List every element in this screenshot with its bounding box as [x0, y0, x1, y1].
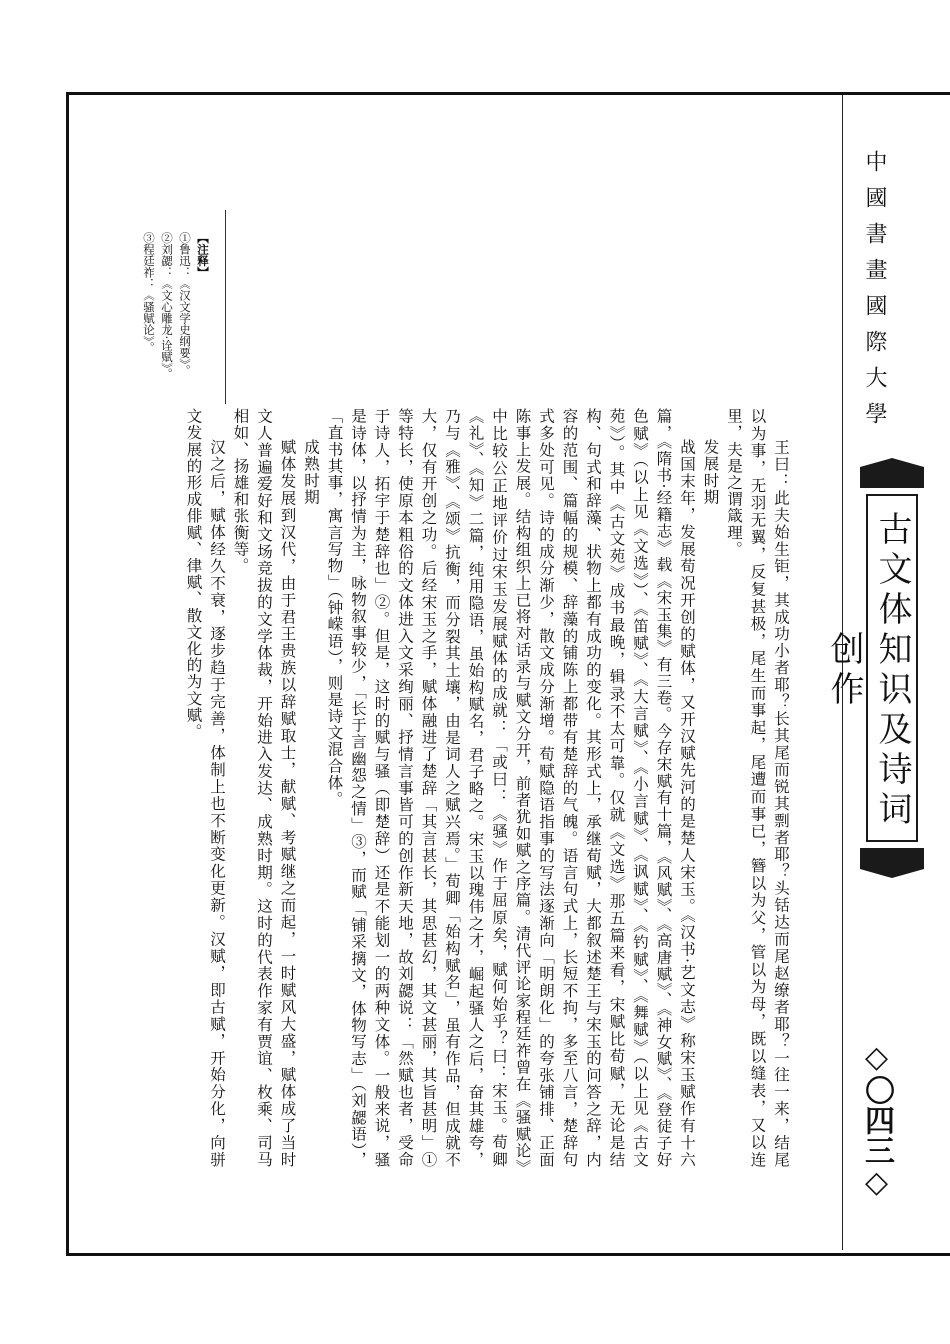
main-text	[184, 408, 792, 1168]
footnotes-title: 【注释】	[196, 232, 210, 278]
book-title-cartouche	[824, 458, 932, 878]
paragraph-quote: 王曰：此夫始生钜，其成功小者耶？长其尾而锐其剽者耶？头铦达而尾赵缭者耶？一往一来，结尾以为事，无羽无翼，反复甚极，尾生而事起，尾遭而事已，簪以为父，管以为母，既以缝表，又以连里，夫是之谓箴理。	[725, 408, 790, 1168]
footnote-item: ③程廷祚：《骚赋论》。	[142, 232, 156, 353]
book-title: 古文体知识及诗词创作	[824, 511, 912, 831]
footnote-item: ①鲁迅：《汉文学史纲要》。	[178, 232, 192, 376]
footnotes	[128, 232, 212, 532]
notes-divider	[225, 210, 226, 404]
footnote-item: ②刘勰：《文心雕龙·诠赋》。	[160, 232, 174, 380]
page-number: ◇〇四三◇	[859, 1040, 894, 1200]
paragraph-maturity: 赋体发展到汉代，由于君王贵族以辞赋取士，献赋、考赋继之而起，一时赋风大盛，赋体成了当时文人普遍爱好和文场竞拔的文学体裁，开始进入发达、成熟时期。这时的代表作家有贾谊、枚乘、司马相如、扬雄和张衡等。	[231, 408, 297, 1168]
paragraph-development: 战国末年，发展荀况开创的赋体，又开汉赋先河的是楚人宋玉。《汉书·艺文志》称宋玉赋作有十六篇，《隋书·经籍志》载《宋玉集》有三卷。今存宋赋有十篇，《风赋》、《高唐赋》、《神女赋》、《登徒子好色赋》（以上见《文选》）、《笛赋》、《大言赋》、《小言赋》、《讽赋》、《钓赋》、《舞赋》（以上见《古文苑》）。其中《古文苑》成书最晚，辑录不太可靠。仅就《文选》那五篇来看，宋赋比荀赋，无论是结构、句式和辞藻、状物上都有成功的变化。其形式上，承继荀赋，大都叙述楚王与宋玉的问答之辞，内容的范围、篇幅的规模、辞藻的铺陈上都带有楚辞的气魄。语言句式上，长短不拘，多至八言，楚辞句式多处可见。诗的成分渐少，散文成分渐增。荀赋隐语指事的写法逐渐向「明朗化」的夸张铺排、正面陈事上发展。结构组织上已将对话录与赋文分开，前者犹如赋之序篇。清代评论家程廷祚曾在《骚赋论》中比较公正地评价过宋玉发展赋体的成就：「或曰：《骚》作于屈原矣，赋何始乎？曰：宋玉。荀卿《礼》、《知》二篇，纯用隐语，虽始构赋名，君子略之。宋玉以瑰伟之才，崛起骚人之后，奋其雄夸，乃与《雅》、《颂》抗衡，而分裂其土壤，由是词人之赋兴焉。」荀卿「始构赋名」，虽有作品，但成就不大，仅有开创之功。后经宋玉之手，赋体融进了楚辞「其言甚长，其思甚幻，其文甚丽，其旨甚明」①等特长，使原本粗俗的文体进入文采绚丽、抒情言事皆可的创作新天地，故刘勰说：「然赋也者，受命于诗人，拓宇于楚辞也」②。但是，这时的赋与骚（即楚辞）还是不能划一的两种文体。一般来说，骚是诗体，以抒情为主，咏物叙事较少，「长于言幽怨之情」③，而赋「铺采摛文，体物写志」（刘勰语），「直书其事，寓言写物」（钟嵘语），则是诗文混合体。	[325, 408, 696, 1168]
paragraph-after-han: 汉之后，赋体经久不衰，逐步趋于完善，体制上也不断变化更新。汉赋，即古赋，开始分化，向骈文发展的形成俳赋、律赋、散文化的为文赋。	[184, 408, 226, 1168]
cartouche-bottom-ornament	[860, 848, 924, 878]
cartouche-top-ornament	[860, 458, 924, 488]
running-header-school: 中國書畫國際大學	[862, 150, 887, 438]
section-heading-maturity: 成熟时期	[302, 439, 320, 506]
section-heading-development: 发展时期	[701, 439, 720, 506]
